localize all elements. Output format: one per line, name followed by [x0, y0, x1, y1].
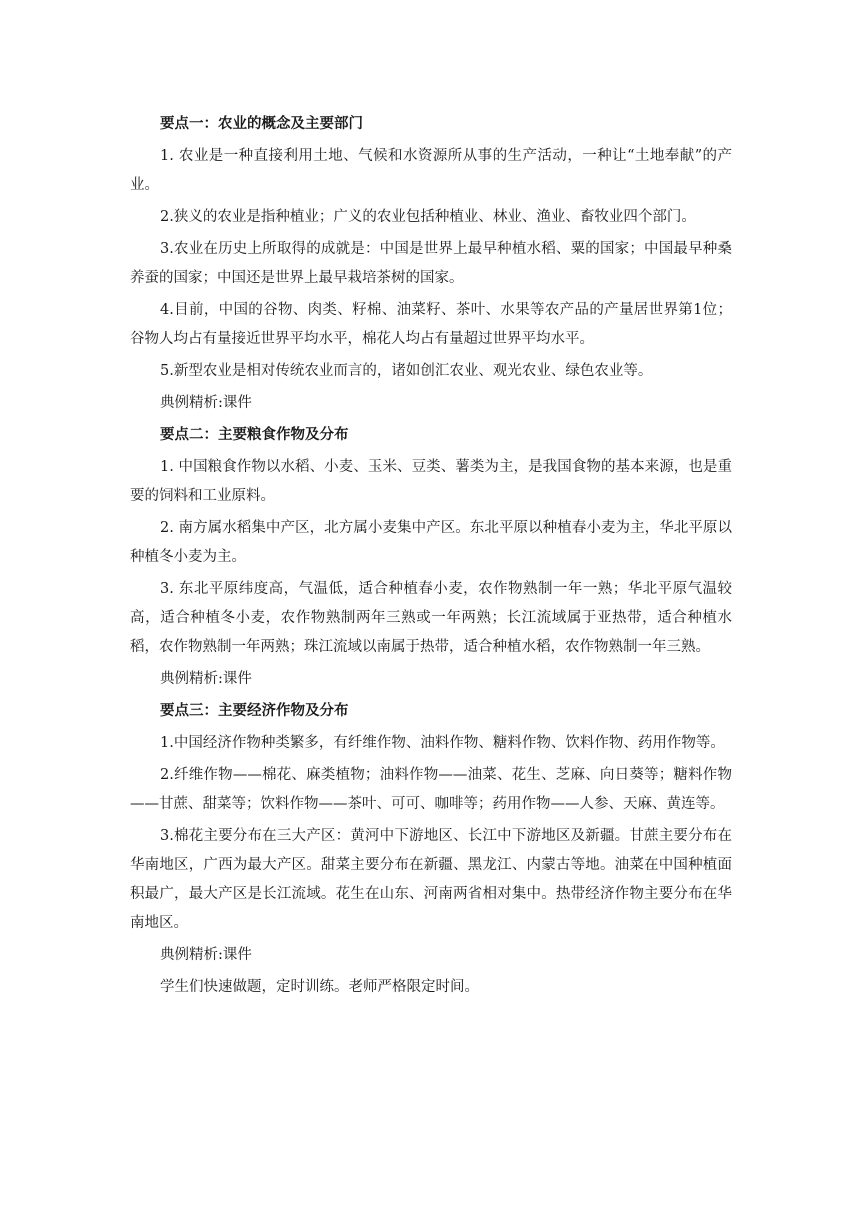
paragraph: 1. 农业是一种直接利用土地、气候和水资源所从事的生产活动，一种让“土地奉献”的产业。: [130, 148, 732, 193]
example-caption: 典例精析:课件: [160, 947, 252, 963]
paragraph: 1. 中国粮食作物以水稻、小麦、玉米、豆类、薯类为主，是我国食物的基本来源，也是重要的饲料和工业原料。: [130, 459, 732, 504]
paragraph: 5.新型农业是相对传统农业而言的，诸如创汇农业、观光农业、绿色农业等。: [160, 363, 653, 379]
section-heading: 要点三：主要经济作物及分布: [160, 703, 349, 719]
paragraph: 3.棉花主要分布在三大产区：黄河中下游地区、长江中下游地区及新疆。甘蔗主要分布在华南地区，广西为最大产区。甜菜主要分布在新疆、黑龙江、内蒙古等地。油菜在中国种植面积最广，最大产区是长江流域。花生在山东、河南两省相对集中。热带经济作物主要分布在华南地区。: [130, 828, 732, 931]
paragraph: 3.农业在历史上所取得的成就是：中国是世界上最早种植水稻、粟的国家；中国最早种桑养蚕的国家；中国还是世界上最早栽培茶树的国家。: [130, 241, 732, 286]
document-body: [130, 110, 732, 1002]
closing-paragraph: 学生们快速做题，定时训练。老师严格限定时间。: [160, 979, 479, 995]
example-caption: 典例精析:课件: [160, 671, 252, 687]
paragraph: 2. 南方属水稻集中产区，北方属小麦集中产区。东北平原以种植春小麦为主，华北平原以种植冬小麦为主。: [130, 520, 732, 565]
section-heading: 要点二：主要粮食作物及分布: [160, 427, 349, 443]
paragraph: 2.狭义的农业是指种植业；广义的农业包括种植业、林业、渔业、畜牧业四个部门。: [160, 209, 696, 225]
example-caption: 典例精析:课件: [160, 395, 252, 411]
section-heading: 要点一：农业的概念及主要部门: [160, 116, 363, 132]
paragraph: 3. 东北平原纬度高，气温低，适合种植春小麦，农作物熟制一年一熟；华北平原气温较高，适合种植冬小麦，农作物熟制两年三熟或一年两熟；长江流域属于亚热带，适合种植水稻，农作物熟制一年两熟；珠江流域以南属于热带，适合种植水稻，农作物熟制一年三熟。: [130, 581, 732, 655]
paragraph: 4.目前，中国的谷物、肉类、籽棉、油菜籽、茶叶、水果等农产品的产量居世界第1位；谷物人均占有量接近世界平均水平，棉花人均占有量超过世界平均水平。: [130, 302, 732, 347]
paragraph: 2.纤维作物——棉花、麻类植物；油料作物——油菜、花生、芝麻、向日葵等；糖料作物——甘蔗、甜菜等；饮料作物——茶叶、可可、咖啡等；药用作物——人参、天麻、黄连等。: [130, 767, 732, 812]
paragraph: 1.中国经济作物种类繁多，有纤维作物、油料作物、糖料作物、饮料作物、药用作物等。: [160, 735, 725, 751]
